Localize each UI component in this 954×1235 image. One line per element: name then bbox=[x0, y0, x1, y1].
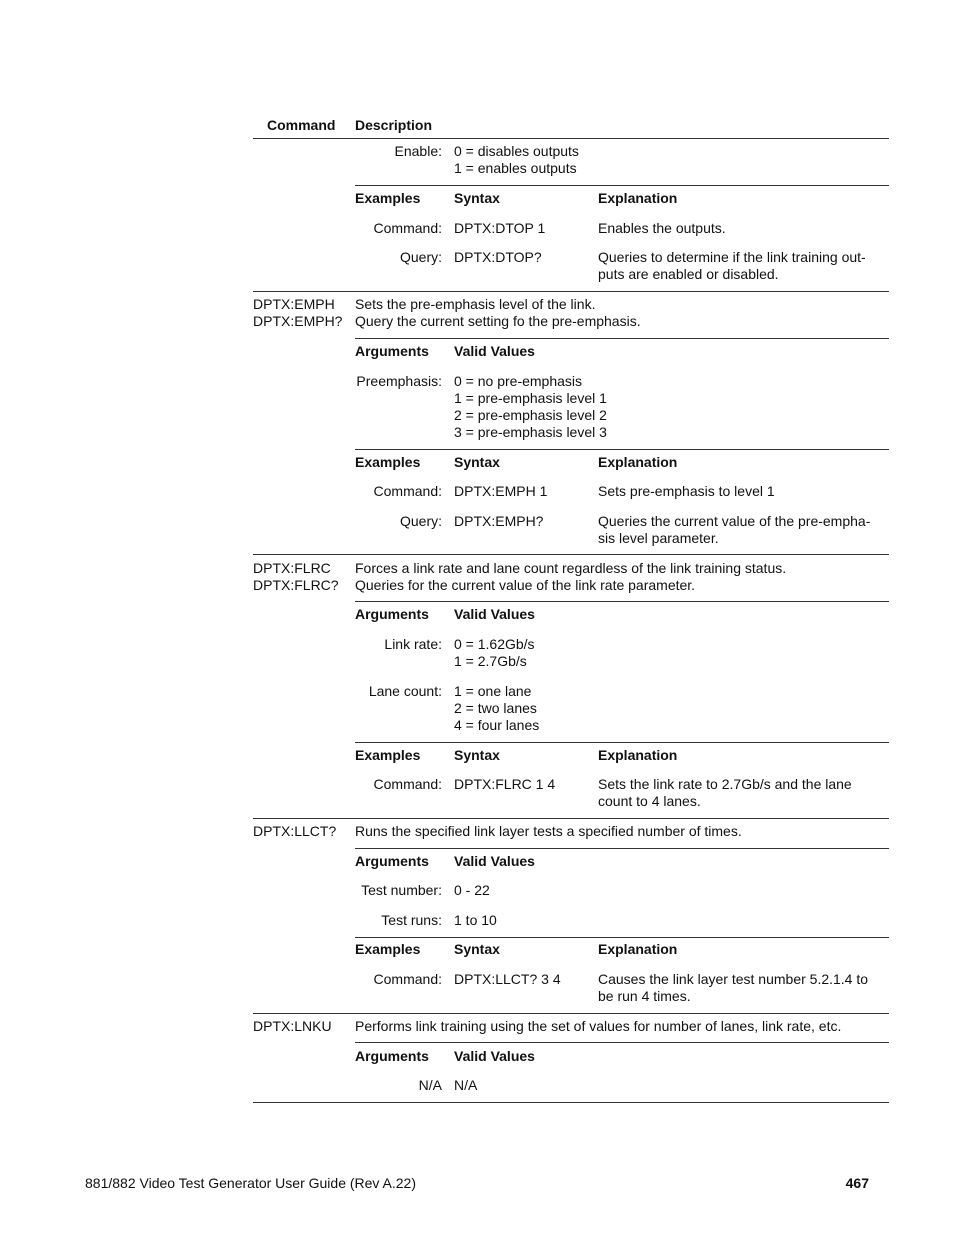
example-explanation: Enables the outputs. bbox=[598, 220, 726, 236]
enable-value: 1 = enables outputs bbox=[454, 160, 577, 176]
divider bbox=[355, 185, 889, 186]
divider bbox=[355, 848, 889, 849]
example-label: Command: bbox=[373, 483, 442, 499]
valid-values-heading: Valid Values bbox=[454, 343, 535, 359]
argument-value: 1 = one lane bbox=[454, 683, 532, 699]
example-label: Command: bbox=[373, 776, 442, 792]
argument-value: 2 = pre-emphasis level 2 bbox=[454, 407, 607, 423]
command-name: DPTX:LNKU bbox=[253, 1018, 332, 1034]
example-label: Command: bbox=[373, 971, 442, 987]
example-explanation: Sets pre-emphasis to level 1 bbox=[598, 483, 775, 499]
examples-heading: Examples bbox=[355, 454, 421, 470]
command-description: Forces a link rate and lane count regardless of the link training status. bbox=[355, 560, 787, 576]
argument-label: Link rate: bbox=[384, 636, 442, 652]
command-name: DPTX:EMPH? bbox=[253, 313, 343, 329]
arguments-heading: Arguments bbox=[355, 606, 429, 622]
enable-label: Enable: bbox=[394, 143, 442, 159]
examples-heading: Examples bbox=[355, 190, 421, 206]
divider bbox=[355, 742, 889, 743]
page-number: 467 bbox=[845, 1175, 869, 1191]
example-syntax: DPTX:EMPH 1 bbox=[454, 483, 548, 499]
example-explanation: Queries the current value of the pre-empha- bbox=[598, 513, 871, 529]
command-name: DPTX:FLRC? bbox=[253, 577, 339, 593]
syntax-heading: Syntax bbox=[454, 190, 500, 206]
valid-values-heading: Valid Values bbox=[454, 1048, 535, 1064]
divider bbox=[355, 1042, 889, 1043]
argument-label: Preemphasis: bbox=[356, 373, 442, 389]
examples-heading: Examples bbox=[355, 747, 421, 763]
example-explanation: Queries to determine if the link training out- bbox=[598, 249, 866, 265]
command-description: Performs link training using the set of values for number of lanes, link rate, etc. bbox=[355, 1018, 842, 1034]
arguments-heading: Arguments bbox=[355, 343, 429, 359]
argument-value: 1 = 2.7Gb/s bbox=[454, 653, 527, 669]
section-divider bbox=[253, 1013, 889, 1014]
divider bbox=[355, 937, 889, 938]
argument-label: N/A bbox=[418, 1077, 442, 1093]
argument-value: 0 - 22 bbox=[454, 882, 490, 898]
syntax-heading: Syntax bbox=[454, 747, 500, 763]
argument-value: 0 = 1.62Gb/s bbox=[454, 636, 535, 652]
command-name: DPTX:FLRC bbox=[253, 560, 331, 576]
examples-heading: Examples bbox=[355, 941, 421, 957]
section-divider bbox=[253, 818, 889, 819]
divider bbox=[355, 601, 889, 602]
example-explanation: puts are enabled or disabled. bbox=[598, 266, 779, 282]
explanation-heading: Explanation bbox=[598, 190, 678, 206]
divider bbox=[355, 338, 889, 339]
section-divider bbox=[253, 554, 889, 555]
example-label: Command: bbox=[373, 220, 442, 236]
command-name: DPTX:LLCT? bbox=[253, 823, 337, 839]
argument-value: 3 = pre-emphasis level 3 bbox=[454, 424, 607, 440]
command-description: Query the current setting fo the pre-emphasis. bbox=[355, 313, 641, 329]
command-description: Runs the specified link layer tests a specified number of times. bbox=[355, 823, 742, 839]
example-syntax: DPTX:DTOP 1 bbox=[454, 220, 546, 236]
example-syntax: DPTX:LLCT? 3 4 bbox=[454, 971, 561, 987]
command-name: DPTX:EMPH bbox=[253, 296, 335, 312]
example-label: Query: bbox=[399, 249, 442, 265]
arguments-heading: Arguments bbox=[355, 1048, 429, 1064]
example-syntax: DPTX:DTOP? bbox=[454, 249, 542, 265]
command-description: Queries for the current value of the link rate parameter. bbox=[355, 577, 696, 593]
explanation-heading: Explanation bbox=[598, 747, 678, 763]
example-explanation: count to 4 lanes. bbox=[598, 793, 701, 809]
example-label: Query: bbox=[399, 513, 442, 529]
example-explanation: Causes the link layer test number 5.2.1.4 to bbox=[598, 971, 869, 987]
example-syntax: DPTX:EMPH? bbox=[454, 513, 544, 529]
syntax-heading: Syntax bbox=[454, 454, 500, 470]
footer-title: 881/882 Video Test Generator User Guide (Rev A.22) bbox=[85, 1175, 417, 1191]
arguments-heading: Arguments bbox=[355, 853, 429, 869]
argument-label: Test number: bbox=[361, 882, 442, 898]
header-divider bbox=[253, 138, 889, 139]
column-header-description: Description bbox=[355, 117, 433, 133]
example-explanation: sis level parameter. bbox=[598, 530, 719, 546]
example-explanation: Sets the link rate to 2.7Gb/s and the lane bbox=[598, 776, 852, 792]
column-header-command: Command bbox=[267, 117, 336, 133]
argument-value: 2 = two lanes bbox=[454, 700, 537, 716]
argument-value: 0 = no pre-emphasis bbox=[454, 373, 583, 389]
table-bottom-divider bbox=[253, 1102, 889, 1103]
argument-label: Test runs: bbox=[381, 912, 442, 928]
command-description: Sets the pre-emphasis level of the link. bbox=[355, 296, 596, 312]
argument-value: 4 = four lanes bbox=[454, 717, 540, 733]
divider bbox=[355, 449, 889, 450]
valid-values-heading: Valid Values bbox=[454, 853, 535, 869]
syntax-heading: Syntax bbox=[454, 941, 500, 957]
valid-values-heading: Valid Values bbox=[454, 606, 535, 622]
argument-value: 1 = pre-emphasis level 1 bbox=[454, 390, 607, 406]
example-syntax: DPTX:FLRC 1 4 bbox=[454, 776, 556, 792]
argument-label: Lane count: bbox=[368, 683, 442, 699]
section-divider bbox=[253, 291, 889, 292]
example-explanation: be run 4 times. bbox=[598, 988, 691, 1004]
explanation-heading: Explanation bbox=[598, 454, 678, 470]
argument-value: 1 to 10 bbox=[454, 912, 497, 928]
argument-value: N/A bbox=[454, 1077, 478, 1093]
enable-value: 0 = disables outputs bbox=[454, 143, 579, 159]
explanation-heading: Explanation bbox=[598, 941, 678, 957]
